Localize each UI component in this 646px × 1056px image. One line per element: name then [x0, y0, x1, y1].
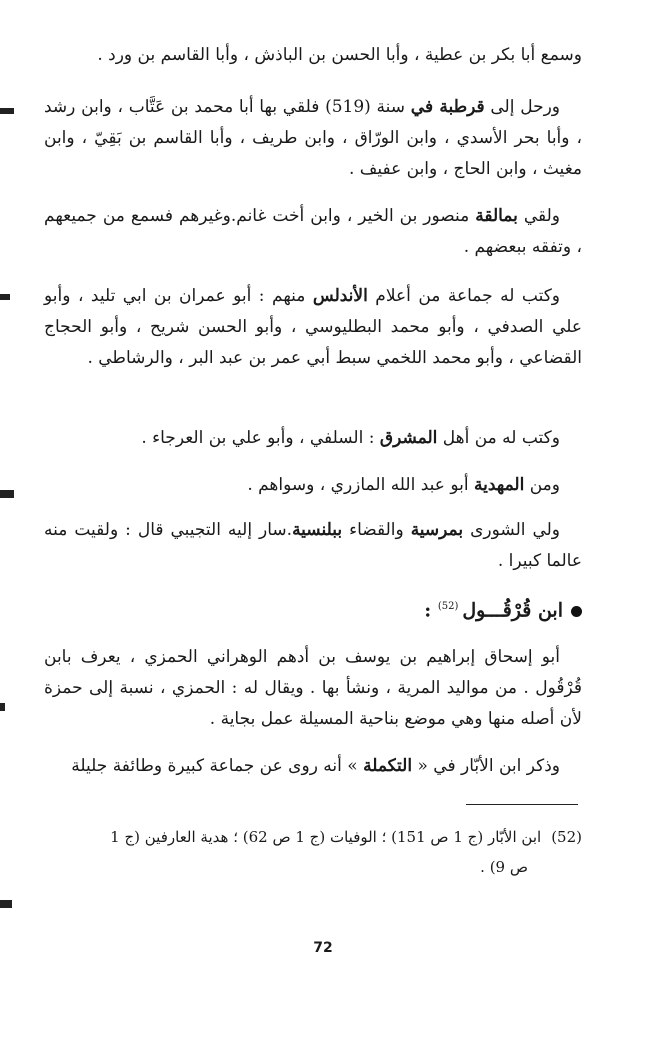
heading-colon: : [424, 599, 432, 622]
text-run: وسمع أبا بكر بن عطية ، وأبا الحسن بن الباذش ، وأبا القاسم بن ورد . [97, 45, 582, 65]
footnote-line [44, 822, 582, 852]
paragraph [44, 281, 582, 374]
text-run: والرشاطي . [87, 348, 173, 368]
margin-mark [0, 294, 10, 300]
place-name: المهدية [473, 475, 525, 495]
page-number: 72 [313, 940, 333, 956]
text-run: ورحل إلى [484, 97, 560, 117]
text-run: » أنه روى عن جماعة كبيرة وطائفة جليلة [71, 756, 364, 776]
text-run: وأبو علي الصدفي ، وأبو محمد البطليوسي ، وأبو الحسن شريح ، وأبو [44, 286, 583, 337]
text-run: وكتب له من أهل [437, 428, 560, 448]
text-run: ولي الشورى [463, 520, 561, 540]
text-run: وذكر ابن الأبّار في « [412, 756, 560, 776]
place-name: الأندلس [312, 286, 368, 306]
text-run: منصور بن الخير ، وابن أخت غانم.وغيرهم فسمع من [102, 206, 476, 226]
text-run: ولقي [517, 206, 561, 226]
bullet-icon [571, 606, 582, 617]
footnote-divider [466, 804, 578, 805]
place-name: بمرسية [410, 520, 464, 540]
footnote-line: ص 9) . [480, 858, 528, 876]
paragraph [44, 92, 582, 185]
paragraph [44, 40, 582, 71]
text-run: .سار إليه التجيبي قال : ولقيت [74, 520, 293, 540]
paragraph [44, 423, 582, 454]
text-run: جميعهم ، وتفقه ببعضهم . [44, 206, 582, 257]
place-name: قرطبة في [410, 97, 485, 117]
footnote [44, 822, 582, 882]
text-run: منه عالما كبيرا . [44, 520, 582, 571]
margin-mark [0, 703, 5, 711]
paragraph [44, 642, 582, 735]
text-run: أبو عبد الله المازري ، وسواهم . [247, 475, 474, 495]
text-run: : السلفي ، وأبو علي بن العرجاء . [141, 428, 380, 448]
text-run: حمزة لأن أصله منها وهي موضع بناحية المسيلة عمل بجاية . [44, 678, 582, 729]
paragraph [44, 470, 582, 501]
margin-mark [0, 490, 14, 498]
margin-mark [0, 108, 14, 114]
paragraph [44, 201, 582, 263]
footnote-text: ابن الأبّار (ج 1 ص 151) ؛ الوفيات (ج 1 ص 62) ؛ هدية العارفين (ج 1 [110, 828, 542, 846]
entry-title: ابن قُرْقُـــول [462, 599, 563, 622]
place-name: التكملة [363, 756, 413, 776]
place-name: ببلنسية [292, 520, 343, 540]
footnote-number: (52) [551, 828, 582, 846]
footnote-ref: (52) [437, 601, 459, 612]
text-run: والقضاء [342, 520, 411, 540]
text-run: رشد ، وأبا بحر الأسدي ، وابن الورّاق ، وابن طريف ، وأبا القاسم بن بَقِيّ ، [44, 97, 583, 148]
text-run: وكتب له جماعة من أعلام [367, 286, 561, 306]
margin-mark [0, 900, 12, 908]
text-run: الحجاج القضاعي ، وأبو محمد اللخمي سبط أبي عمر بن عبد البر ، [44, 317, 582, 368]
entry-heading [44, 592, 582, 625]
text-run: منهم : أبو عمران بن ابي تليد ، [77, 286, 313, 306]
paragraph [44, 515, 582, 577]
text-run: أبو إسحاق إبراهيم بن يوسف بن أدهم الوهراني الحمزي ، يعرف بابن [44, 647, 560, 667]
paragraph [44, 751, 582, 782]
place-name: بمالقة [475, 206, 518, 226]
place-name: المشرق [379, 428, 438, 448]
text-run: وابن مغيث ، وابن الحاج ، وابن عفيف . [44, 128, 582, 179]
text-run: ومن [524, 475, 560, 495]
text-run: سنة (519) فلقي بها أبا محمد بن عَتَّاب ، وابن [81, 97, 411, 117]
text-run: قُرْقُول . من مواليد المرية ، ونشأ بها . ويقال له : الحمزي ، نسبة إلى [89, 678, 582, 698]
